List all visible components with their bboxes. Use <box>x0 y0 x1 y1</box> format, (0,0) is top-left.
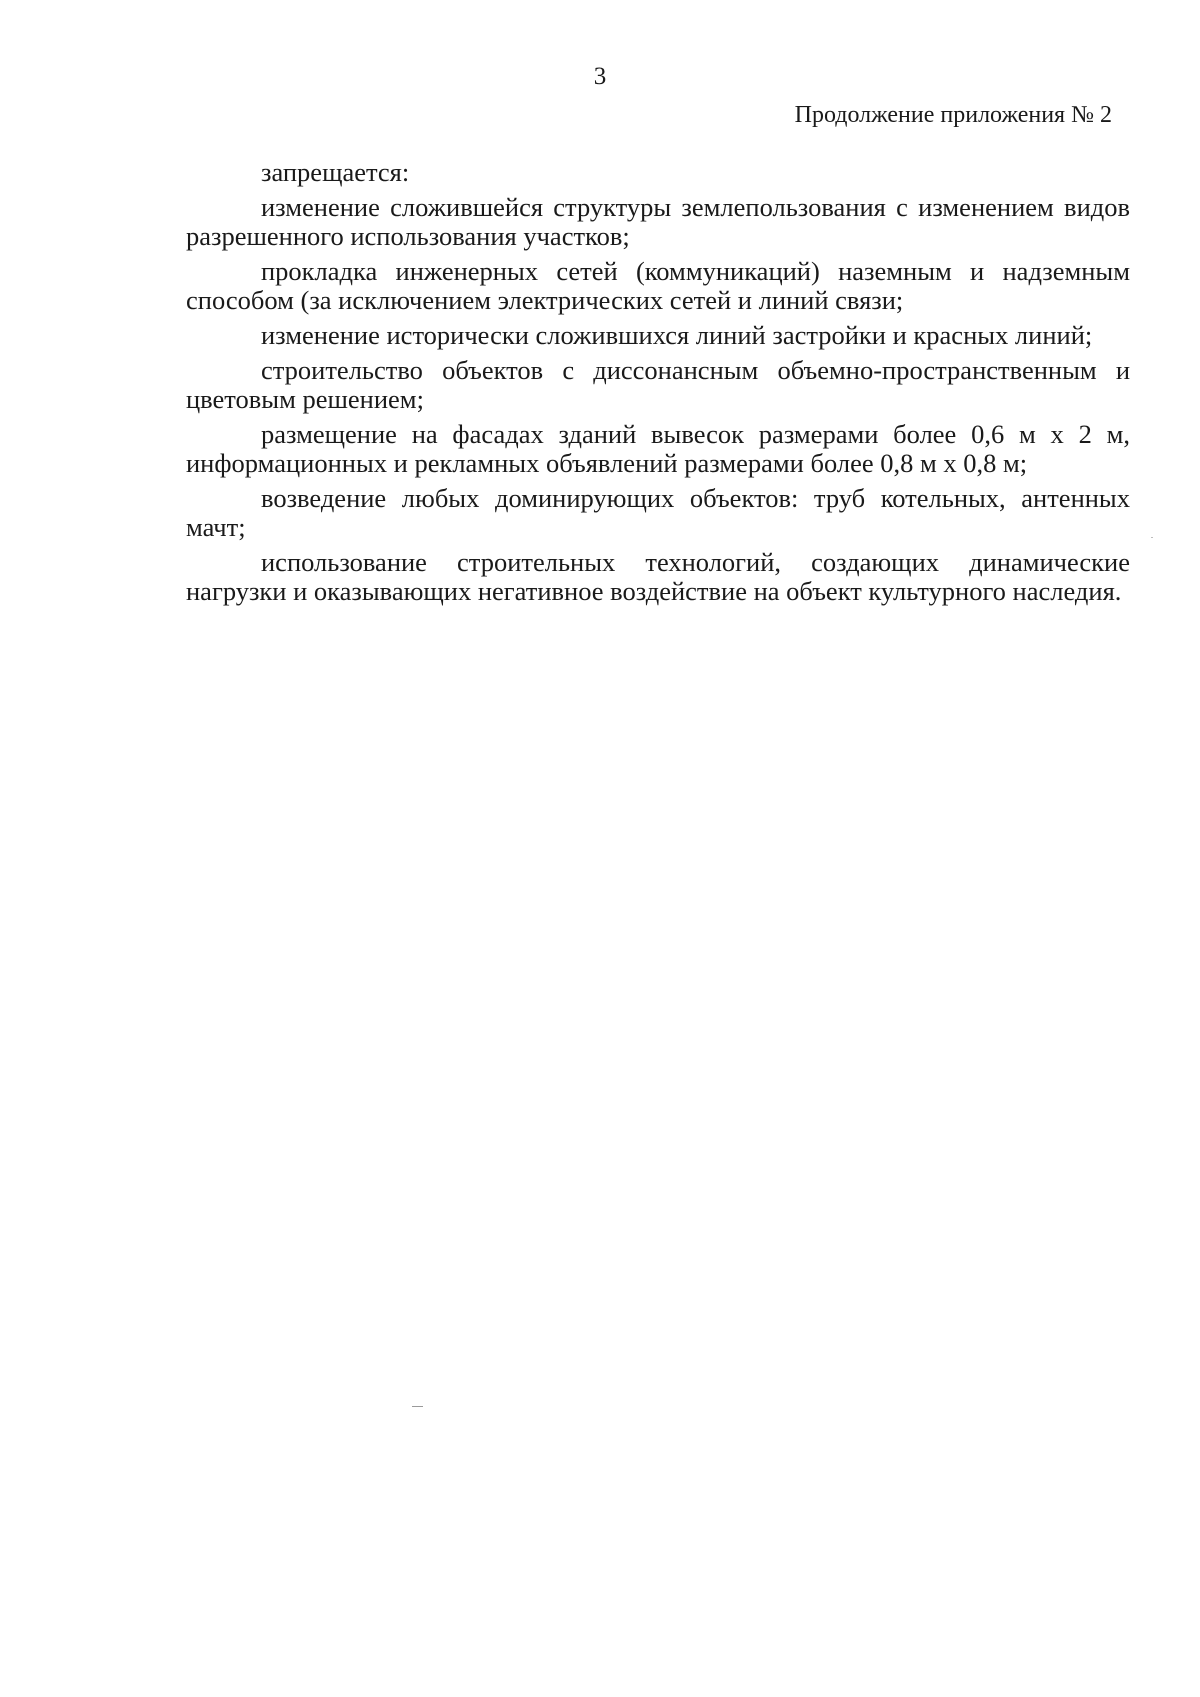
paragraph-building-lines: изменение исторически сложившихся линий застройки и красных линий; <box>261 320 1093 350</box>
scan-artifact-line <box>412 1406 423 1407</box>
paragraph-dominant-objects: возведение любых доминирующих объектов: труб котельных, антенных мачт; <box>186 483 1130 542</box>
paragraph-dissonant-construction: строительство объектов с диссонансным объемно-пространственным и цветовым решением; <box>186 355 1130 414</box>
page-number: 3 <box>593 63 607 90</box>
paragraph-land-use: изменение сложившейся структуры землепользования с изменением видов разрешенного использования участков; <box>186 192 1130 251</box>
paragraph-signage: размещение на фасадах зданий вывесок размерами более 0,6 м х 2 м, информационных и рекламных объявлений размерами более 0,8 м х 0,8 м; <box>186 419 1130 478</box>
paragraph-engineering-networks: прокладка инженерных сетей (коммуникаций) наземным и надземным способом (за исключением электрических сетей и линий связи; <box>186 256 1130 315</box>
paragraph-prohibited-intro: запрещается: <box>261 157 410 187</box>
scan-artifact-dot <box>1151 537 1153 538</box>
paragraph-construction-technologies: использование строительных технологий, создающих динамические нагрузки и оказывающих негативное воздействие на объект культурного наследия. <box>186 547 1130 606</box>
body-text <box>186 158 1130 612</box>
appendix-continuation-note: Продолжение приложения № 2 <box>794 102 1112 128</box>
